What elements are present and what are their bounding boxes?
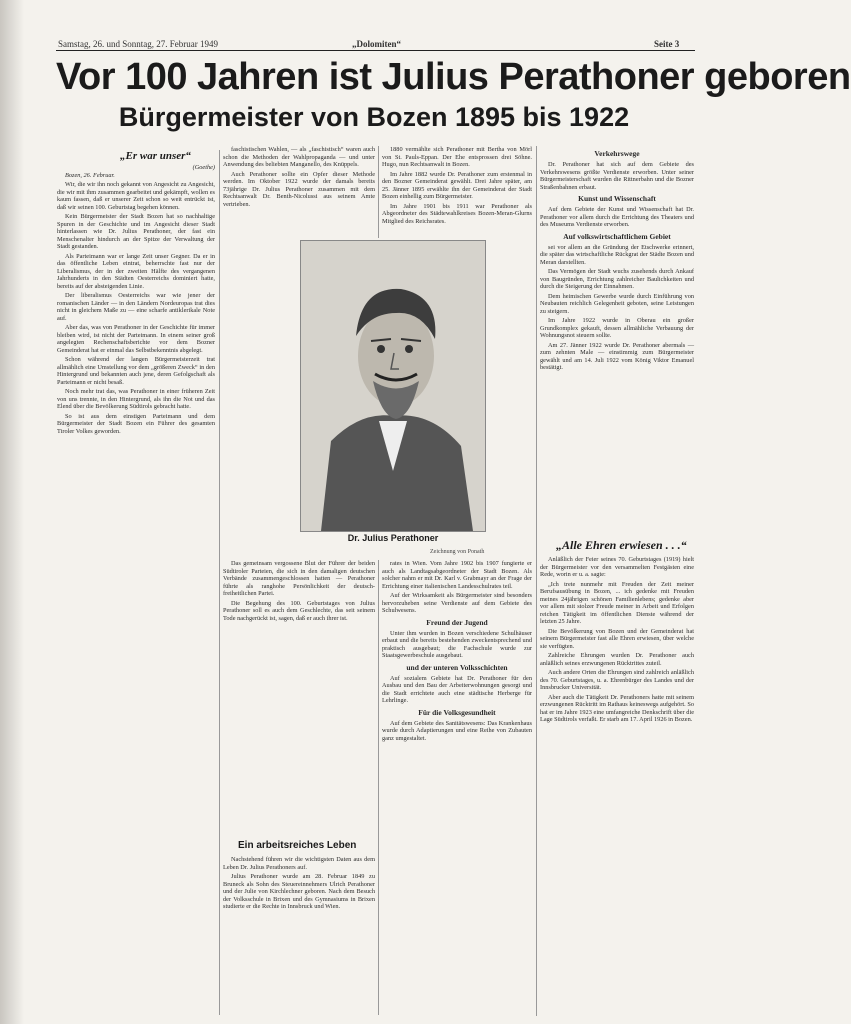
column-divider — [378, 560, 379, 1015]
col4-subhead: Auf volkswirtschaftlichem Gebiet — [563, 231, 671, 241]
portrait-credit: Zeichnung von Ponath — [430, 549, 485, 555]
header-paper-name: „Dolomiten“ — [352, 39, 401, 49]
column-2-top — [223, 146, 375, 236]
col3b-subhead: und der unteren Volksschichten — [406, 662, 508, 672]
col2-section-paragraph: Nachstehend führen wir die wichtigsten Daten aus dem Leben Dr. Julius Perathoners auf. — [223, 856, 375, 871]
col3b-paragraph: Auf dem Gebiete des Sanitätswesens: Das Krankenhaus wurde durch Adaptierungen und eine Reihe von Zubauten ganz umgestaltet. — [382, 719, 532, 742]
col3b-paragraph: rates in Wien. Vom Jahre 1902 bis 1907 fungierte er auch als Landtagsabgeordneter der Stadt Bozen. Als solcher nahm er mit Dr. Karl v. Grabmayr an der Frage der Errichtung einer italienischen Landesschulrates teil. — [382, 560, 532, 590]
col4-alle-paragraph: Aber auch die Tätigkeit Dr. Perathoners hatte mit seinem erzwungenen Rücktritt im Rathaus keineswegs aufgehört. So hat er im Jahre 1923 eine umfangreiche Denkschrift über die Lage Südtirols verfaßt. Er starb am 17. April 1926 in Bozen. — [540, 693, 694, 723]
col4-alle-paragraph: Anläßlich der Feier seines 70. Geburtstages (1919) hielt der Bürgermeister vor den versammelten Festgästen eine Rede, worin er u. a. sagte: — [540, 556, 694, 578]
portrait-caption: Dr. Julius Perathoner — [347, 533, 439, 543]
col3b-paragraph: Auf der Wirksamkeit als Bürgermeister sind besonders hervorzuheben seine Verdienste auf dem Gebiete des Schulwesens. — [382, 592, 532, 614]
col1-paragraph: Der liberalismus Oesterreichs war wie jener der romanischen Länder — in den Ländern Nordeuropas trat dies nicht in gleichem Maße zu — eine scharfe antiklerikale Note auf. — [57, 292, 215, 322]
column-3-top — [382, 146, 532, 236]
header-rule — [56, 50, 695, 51]
column-divider — [378, 146, 379, 238]
col4-alle-paragraph: „Ich trete nunmehr mit Freuden der Zeit meiner Berufsausübung in Bozen, ... ich gedenke mit Freuden meines 24jährigen schönen Familienlebens; gedenke aber vor allem mit stolzer Freude meiner in Arbeit und Erfolgen reichen Tätigkeit im öffentlichen Dienste während der letzten 25 Jahre. — [540, 580, 694, 625]
subheadline: Bürgermeister von Bozen 1895 bis 1922 — [118, 102, 630, 132]
col3b-subhead: Für die Volksgesundheit — [418, 707, 496, 717]
col1-dateline: Bozen, 26. Februar. — [65, 171, 115, 179]
col4-alle-paragraph: Die Bevölkerung von Bozen und der Gemeinderat hat seinem Bürgermeister fast alle Ehren erwiesen, über welche sie verfügten. — [540, 627, 694, 650]
col1-kicker: „Er war unser“ — [120, 150, 191, 162]
col4-subhead: Verkehrswege — [594, 149, 640, 158]
portrait-illustration — [301, 241, 485, 531]
col3b-paragraph: Unter ihm wurden in Bozen verschiedene Schulhäuser erbaut und die bereits bestehenden zweckentsprechend und praktisch ausgebaut; die Fachschule wurde zur Staatsgewerbeschule ausgebaut. — [382, 629, 532, 659]
col4-alle-paragraph: Zahlreiche Ehrungen wurden Dr. Perathoner auch anläßlich seines erzwungenen Rücktrittes zuteil. — [540, 652, 694, 667]
col2-section-paragraph: Julius Perathoner wurde am 28. Februar 1849 zu Bruneck als Sohn des Steuereinnehmers Ulrich Perathoner und der Julie von Kirchlechner geboren. Nach dem Besuch der Volksschule in Brixen und des Gymnasiums in Brixen studierte er die Rechte in Innsbruck und Wien. — [223, 873, 375, 910]
column-4-bottom — [540, 556, 694, 1016]
column-2-bottom — [223, 856, 375, 1016]
col1-source: (Goethe) — [192, 164, 215, 171]
col2-paragraph: Auch Perathoner sollte ein Opfer dieser Methode werden. Im Oktober 1922 wurde der damals bereits 73jährige Dr. Julius Perathoner zusammen mit dem Rechtsanwalt Dr. Benth-Nicolussi aus seinem Amte vertrieben. — [223, 170, 375, 208]
col1-paragraph: Noch mehr trat das, was Perathoner in einer früheren Zeit von uns trennte, in den Hintergrund, als ihn die Not und das Elend über die Bevölkerung Südtirols gebracht hatte. — [57, 388, 215, 410]
col3-paragraph: Im Jahre 1901 bis 1911 war Perathoner als Abgeordneter des Städtewahlkreises Bozen-Meran-Glurns Mitglied des Reichsrates. — [382, 202, 532, 225]
column-divider — [536, 146, 537, 1016]
column-2-middle — [223, 560, 375, 835]
column-4-top — [540, 146, 694, 526]
col2-paragraph: Das gemeinsam vergossene Blut der Führer der beiden Südtiroler Parteien, die sich in den damaligen deutschen Verbände zusammengeschlossen hatten — Perathoner führte als ranghohe Persönlichkeit der deutsch-freiheitlichen Partei. — [223, 560, 375, 597]
col3-paragraph: 1880 vermählte sich Perathoner mit Bertha von Mörl von St. Pauls-Eppan. Der Ehe entsprossen drei Söhne. Hugo, nun Rechtsanwalt in Bozen. — [382, 146, 532, 168]
col1-paragraph: So ist aus dem einstigen Parteimann und dem Bürgermeister der Stadt Bozen ein Führer des gesamten Tiroler Volkes geworden. — [57, 412, 215, 435]
col4-paragraph: sei vor allem an die Gründung der Etschwerke erinnert, die später das wirtschaftliche Rückgrat der Städte Bozen und Meran darstellten. — [540, 243, 694, 266]
column-divider — [219, 150, 220, 1015]
col4-alle-paragraph: Auch andere Orten die Ehrungen sind zahlreich anläßlich des 70. Geburtstages, u. a. Ehrenbürger des Landes und der Innsbrucker Universität. — [540, 669, 694, 691]
col4-paragraph: Am 27. Jänner 1922 wurde Dr. Perathoner abermals — zum zehnten Male — einstimmig zum Bürgermeister gewählt und am 14. Juli 1922 vom König Viktor Emanuel bestätigt. — [540, 341, 694, 371]
col1-paragraph: Kein Bürgermeister der Stadt Bozen hat so nachhaltige Spuren in der Geschichte und im Angesicht dieser Stadt hinterlassen wie Dr. Julius Perathoner, der fast ein Menschenalter hindurch an der Spitze der Verwaltung der Stadt gestanden. — [57, 213, 215, 250]
col4-subhead: Kunst und Wissenschaft — [578, 194, 656, 203]
header-page-number: Seite 3 — [654, 39, 680, 49]
col3b-paragraph: Auf sozialem Gebiete hat Dr. Perathoner für den Ausbau und den Bau der Arbeiterwohnungen gesorgt und die Stadt errichtete auch eine städtische Herberge für Lehrlinge. — [382, 674, 532, 704]
col2-paragraph: Die Begehung des 100. Geburtstages von Julius Perathoner soll es auch dem Geschlechte, das seit seinem Tode nachgerückt ist, sagen, daß er auch ihrer ist. — [223, 599, 375, 622]
headline: Vor 100 Jahren ist Julius Perathoner geboren — [56, 56, 851, 98]
col4-paragraph: Dr. Perathoner hat sich auf dem Gebiete des Verkehrswesens größte Verdienste erworben. Unter seiner Bürgermeisterschaft wurden die Rittnerbahn und die Bozner Straßenbahnen erbaut. — [540, 161, 694, 191]
col1-paragraph: Schon während der langen Bürgermeisterzeit trat allmählich eine Umstellung vor dem „größeren Zweck“ in den Hintergrund und bekannten auch jene, deren Gefolgschaft als Parteimann er nicht besaß. — [57, 356, 215, 386]
portrait-drawing — [300, 240, 486, 532]
col3b-subhead: Freund der Jugend — [426, 617, 488, 627]
col1-paragraph: Als Parteimann war er lange Zeit unser Gegner. Da er in das öffentliche Leben eintrat, beherrschte fast nur der Liberalismus, der in der zweiten Hälfte des vergangenen Jahrhunderts in den Städten Oesterreichs dominiert hatte, bereits auf der absteigenden Linie. — [57, 252, 215, 290]
col4-section-title: „Alle Ehren erwiesen . . .“ — [556, 538, 687, 552]
header-date: Samstag, 26. und Sonntag, 27. Februar 1949 — [58, 39, 218, 49]
col2-paragraph: faschistischen Wahlen, — als „faschistisch“ waren auch schon die Methoden der Wahlpropaganda — und unter Anwendung des beliebten Manganello, des Knüppels. — [223, 146, 375, 168]
col4-paragraph: Dem heimischen Gewerbe wurde durch Einführung von Neubauten reichlich Gelegenheit geboten, seine Leistungen zu steigern. — [540, 292, 694, 315]
col4-paragraph: Im Jahre 1922 wurde in Oberau ein großer Grundkomplex gekauft, dessen allmähliche Verbauung der Wohnungsnot steuern sollte. — [540, 317, 694, 339]
col1-paragraph: Wir, die wir ihn noch gekannt von Angesicht zu Angesicht, die wir mit ihm zusammen gearbeitet und gekämpft, wollen es kaum fassen, daß er unserer Zeit schon so weit entrückt ist, daß wir seinen 100. Geburtstag begehen können. — [57, 181, 215, 211]
col4-paragraph: Das Vermögen der Stadt wuchs zusehends durch Ankauf von Baugründen, Errichtung zahlreicher Baulichkeiten und durch die Steigerung der Einnahmen. — [540, 268, 694, 290]
section-title: Ein arbeitsreiches Leben — [238, 840, 357, 851]
col3-paragraph: Im Jahre 1882 wurde Dr. Perathoner zum erstenmal in den Bozner Gemeinderat gewählt. Drei Jahre später, am 25. Jänner 1895 erwählte ihn der Gemeinderat der Stadt Bozen einhellig zum Bürgermeister. — [382, 170, 532, 200]
column-3-bottom — [382, 560, 532, 1015]
col1-paragraph: Aber das, was von Perathoner in der Geschichte für immer bleiben wird, ist nicht der Parteimann. In einem seiner groß angelegten Rechenschaftsberichte vor dem Bozner Gemeinderat hat er einmal das Selbstbekenntnis abgelegt. — [57, 324, 215, 354]
column-1 — [57, 164, 215, 1014]
scan-left-edge — [0, 0, 24, 1024]
col4-paragraph: Auf dem Gebiete der Kunst und Wissenschaft hat Dr. Perathoner vor allem durch die Errichtung des Theaters und des Museums Verdienste erworben. — [540, 206, 694, 228]
